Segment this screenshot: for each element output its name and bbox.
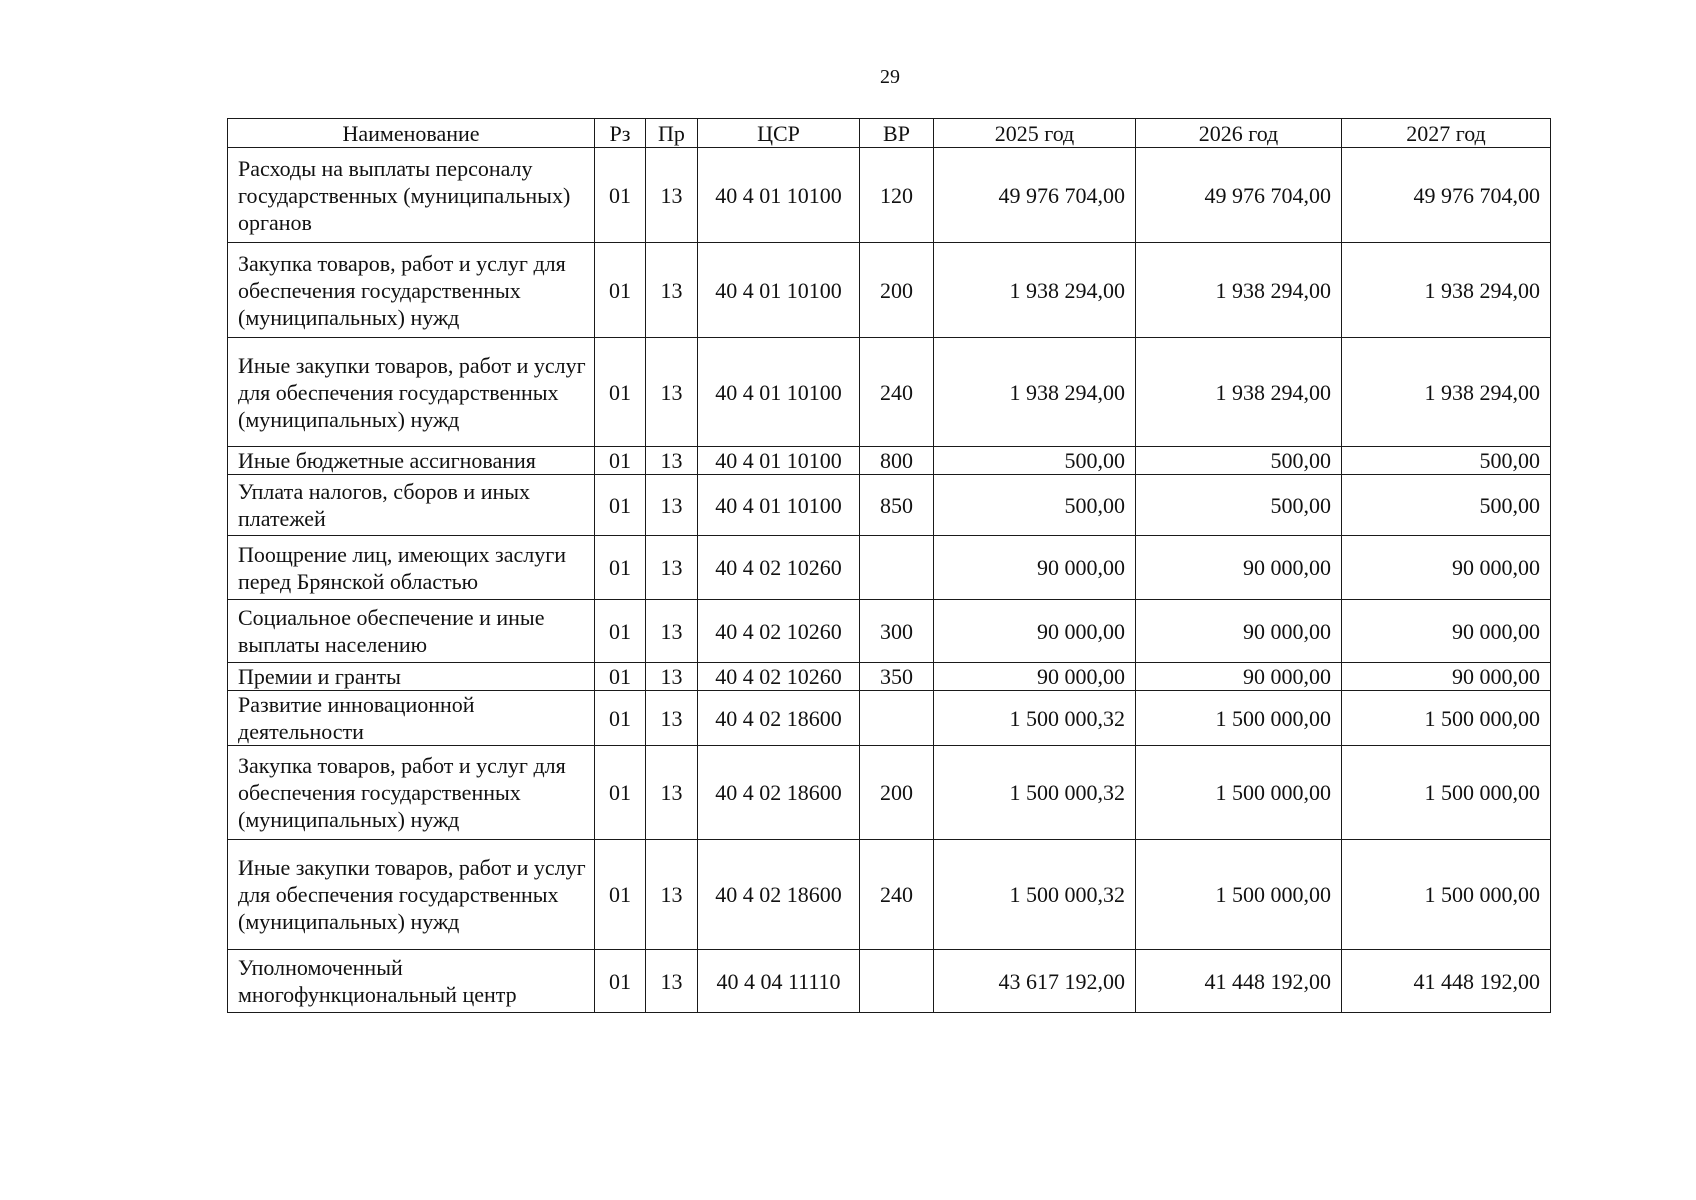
cell-rz: 01: [595, 338, 646, 447]
cell-pr: 13: [646, 475, 698, 536]
header-2027: 2027 год: [1342, 119, 1551, 148]
header-name: Наименование: [228, 119, 595, 148]
cell-2025: 49 976 704,00: [934, 148, 1136, 243]
table-row: [228, 840, 1551, 950]
cell-2026: 1 500 000,00: [1136, 691, 1342, 746]
table-row: [228, 950, 1551, 1013]
cell-vr: [860, 691, 934, 746]
cell-2026: 500,00: [1136, 475, 1342, 536]
header-pr: Пр: [646, 119, 698, 148]
cell-name: Иные бюджетные ассигнования: [228, 447, 595, 475]
cell-csr: 40 4 01 10100: [698, 338, 860, 447]
cell-2026: 500,00: [1136, 447, 1342, 475]
cell-vr: [860, 536, 934, 600]
header-csr: ЦСР: [698, 119, 860, 148]
table-row: [228, 447, 1551, 475]
cell-csr: 40 4 01 10100: [698, 447, 860, 475]
cell-2025: 500,00: [934, 475, 1136, 536]
table-row: [228, 663, 1551, 691]
table-row: [228, 243, 1551, 338]
cell-2025: 1 500 000,32: [934, 746, 1136, 840]
cell-name: Премии и гранты: [228, 663, 595, 691]
cell-name: Поощрение лиц, имеющих заслуги перед Брянской областью: [228, 536, 595, 600]
cell-rz: 01: [595, 950, 646, 1013]
cell-2026: 90 000,00: [1136, 600, 1342, 663]
cell-csr: 40 4 02 10260: [698, 663, 860, 691]
cell-csr: 40 4 01 10100: [698, 148, 860, 243]
cell-2027: 90 000,00: [1342, 536, 1551, 600]
cell-pr: 13: [646, 663, 698, 691]
cell-2027: 90 000,00: [1342, 663, 1551, 691]
cell-2027: 41 448 192,00: [1342, 950, 1551, 1013]
cell-rz: 01: [595, 148, 646, 243]
cell-2026: 90 000,00: [1136, 663, 1342, 691]
cell-pr: 13: [646, 600, 698, 663]
cell-pr: 13: [646, 148, 698, 243]
cell-pr: 13: [646, 447, 698, 475]
cell-2026: 90 000,00: [1136, 536, 1342, 600]
cell-rz: 01: [595, 475, 646, 536]
cell-rz: 01: [595, 840, 646, 950]
cell-name: Иные закупки товаров, работ и услуг для обеспечения государственных (муниципальных) нужд: [228, 338, 595, 447]
cell-vr: [860, 950, 934, 1013]
table-row: [228, 338, 1551, 447]
cell-2025: 1 938 294,00: [934, 243, 1136, 338]
cell-2026: 41 448 192,00: [1136, 950, 1342, 1013]
cell-csr: 40 4 02 18600: [698, 746, 860, 840]
cell-vr: 200: [860, 746, 934, 840]
cell-2026: 1 938 294,00: [1136, 243, 1342, 338]
table-row: [228, 148, 1551, 243]
cell-name: Уплата налогов, сборов и иных платежей: [228, 475, 595, 536]
cell-vr: 120: [860, 148, 934, 243]
cell-pr: 13: [646, 840, 698, 950]
cell-2025: 1 500 000,32: [934, 840, 1136, 950]
cell-pr: 13: [646, 746, 698, 840]
table-row: [228, 536, 1551, 600]
cell-vr: 240: [860, 840, 934, 950]
cell-2027: 500,00: [1342, 475, 1551, 536]
cell-2025: 90 000,00: [934, 663, 1136, 691]
cell-csr: 40 4 01 10100: [698, 243, 860, 338]
cell-2025: 1 500 000,32: [934, 691, 1136, 746]
cell-2027: 1 500 000,00: [1342, 691, 1551, 746]
cell-rz: 01: [595, 746, 646, 840]
cell-name: Развитие инновационной деятельности: [228, 691, 595, 746]
cell-vr: 300: [860, 600, 934, 663]
cell-2027: 49 976 704,00: [1342, 148, 1551, 243]
cell-vr: 350: [860, 663, 934, 691]
cell-vr: 800: [860, 447, 934, 475]
cell-2027: 500,00: [1342, 447, 1551, 475]
table-row: [228, 475, 1551, 536]
cell-2027: 1 938 294,00: [1342, 338, 1551, 447]
cell-pr: 13: [646, 338, 698, 447]
cell-name: Закупка товаров, работ и услуг для обеспечения государственных (муниципальных) нужд: [228, 243, 595, 338]
header-rz: Рз: [595, 119, 646, 148]
cell-rz: 01: [595, 691, 646, 746]
cell-csr: 40 4 04 11110: [698, 950, 860, 1013]
cell-2026: 1 938 294,00: [1136, 338, 1342, 447]
budget-table: [227, 118, 1551, 1013]
cell-2027: 1 500 000,00: [1342, 840, 1551, 950]
cell-2025: 90 000,00: [934, 536, 1136, 600]
cell-pr: 13: [646, 691, 698, 746]
header-vr: ВР: [860, 119, 934, 148]
cell-rz: 01: [595, 663, 646, 691]
cell-2025: 500,00: [934, 447, 1136, 475]
header-2026: 2026 год: [1136, 119, 1342, 148]
cell-name: Закупка товаров, работ и услуг для обеспечения государственных (муниципальных) нужд: [228, 746, 595, 840]
table-row: [228, 600, 1551, 663]
cell-name: Социальное обеспечение и иные выплаты населению: [228, 600, 595, 663]
header-2025: 2025 год: [934, 119, 1136, 148]
cell-2026: 1 500 000,00: [1136, 840, 1342, 950]
cell-rz: 01: [595, 447, 646, 475]
cell-2027: 1 938 294,00: [1342, 243, 1551, 338]
table-row: [228, 746, 1551, 840]
cell-2025: 90 000,00: [934, 600, 1136, 663]
cell-2025: 43 617 192,00: [934, 950, 1136, 1013]
cell-pr: 13: [646, 536, 698, 600]
cell-csr: 40 4 02 18600: [698, 691, 860, 746]
cell-2026: 49 976 704,00: [1136, 148, 1342, 243]
cell-csr: 40 4 02 18600: [698, 840, 860, 950]
cell-vr: 850: [860, 475, 934, 536]
cell-csr: 40 4 02 10260: [698, 600, 860, 663]
cell-vr: 240: [860, 338, 934, 447]
cell-2027: 90 000,00: [1342, 600, 1551, 663]
cell-name: Уполномоченный многофункциональный центр: [228, 950, 595, 1013]
cell-pr: 13: [646, 243, 698, 338]
cell-name: Иные закупки товаров, работ и услуг для обеспечения государственных (муниципальных) нужд: [228, 840, 595, 950]
cell-2027: 1 500 000,00: [1342, 746, 1551, 840]
page-number: 29: [880, 66, 900, 88]
table-row: [228, 691, 1551, 746]
cell-rz: 01: [595, 243, 646, 338]
cell-csr: 40 4 02 10260: [698, 536, 860, 600]
cell-pr: 13: [646, 950, 698, 1013]
cell-2026: 1 500 000,00: [1136, 746, 1342, 840]
cell-vr: 200: [860, 243, 934, 338]
cell-name: Расходы на выплаты персоналу государственных (муниципальных) органов: [228, 148, 595, 243]
cell-rz: 01: [595, 536, 646, 600]
cell-2025: 1 938 294,00: [934, 338, 1136, 447]
table-header-row: [228, 119, 1551, 148]
cell-csr: 40 4 01 10100: [698, 475, 860, 536]
cell-rz: 01: [595, 600, 646, 663]
